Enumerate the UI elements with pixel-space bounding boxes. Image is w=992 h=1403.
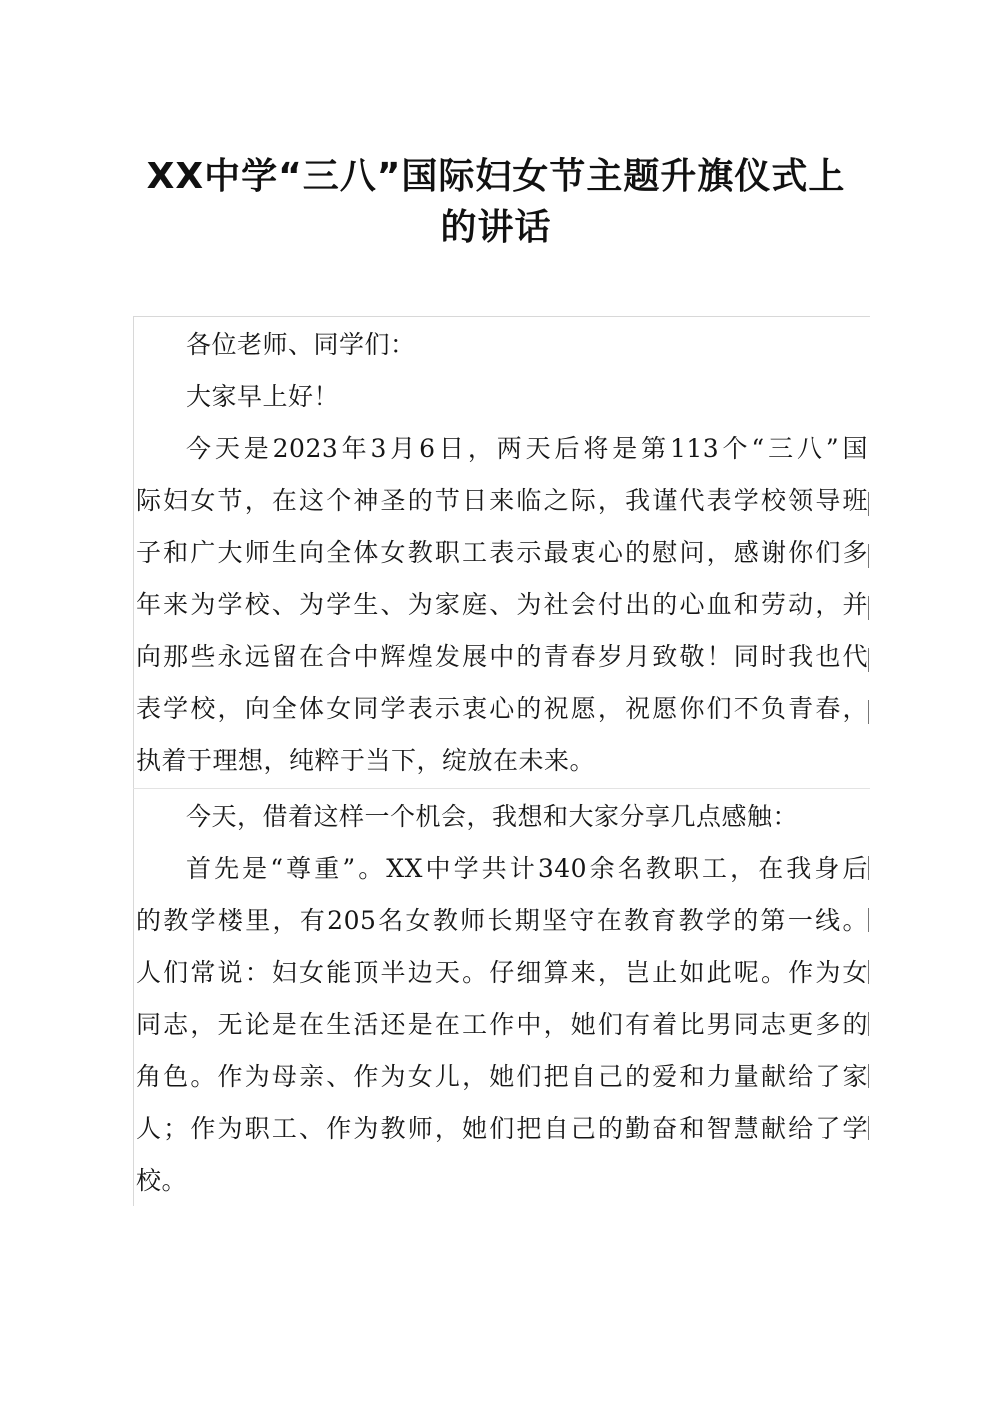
margin-mark [868, 544, 869, 568]
margin-mark [868, 1116, 869, 1140]
paragraph-line: 人；作为职工、作为教师，她们把自己的勤奋和智慧献给了学 [136, 1114, 868, 1143]
margin-mark [868, 700, 869, 724]
margin-mark [868, 908, 869, 932]
paragraph-line: 表学校，向全体女同学表示衷心的祝愿，祝愿你们不负青春， [136, 694, 868, 723]
paragraph-line: 年来为学校、为学生、为家庭、为社会付出的心血和劳动，并 [136, 590, 868, 619]
margin-mark [868, 1012, 869, 1036]
paragraph-line: 的教学楼里，有205名女教师长期坚守在教育教学的第一线。 [136, 906, 868, 935]
paragraph-line: 执着于理想，纯粹于当下，绽放在未来。 [136, 746, 596, 775]
paragraph-line: 际妇女节，在这个神圣的节日来临之际，我谨代表学校领导班 [136, 486, 868, 515]
paragraph-line: 人们常说：妇女能顶半边天。仔细算来，岂止如此呢。作为女 [136, 958, 868, 987]
document-title-line-2: 的讲话 [440, 207, 552, 248]
paragraph-line: 首先是“尊重”。XX中学共计340余名教职工，在我身后 [186, 854, 868, 883]
paragraph-line: 今天，借着这样一个机会，我想和大家分享几点感触： [186, 802, 799, 831]
paragraph-line: 子和广大师生向全体女教职工表示最衷心的慰问，感谢你们多 [136, 538, 868, 567]
margin-mark [868, 960, 869, 984]
paragraph-line: 今天是2023年3月6日，两天后将是第113个“三八”国 [186, 434, 868, 463]
salutation-line: 各位老师、同学们： [186, 330, 416, 359]
paragraph-line: 校。 [136, 1166, 188, 1195]
margin-mark [868, 596, 869, 620]
greeting-line: 大家早上好！ [186, 382, 340, 411]
margin-mark [868, 856, 869, 880]
document-title-line-1: XX中学“三八”国际妇女节主题升旗仪式上 [146, 156, 846, 197]
paragraph-line: 同志，无论是在生活还是在工作中，她们有着比男同志更多的 [136, 1010, 868, 1039]
paragraph-separator [133, 788, 870, 789]
margin-mark [868, 492, 869, 516]
text-frame-left-border [133, 316, 134, 1206]
margin-mark [868, 1064, 869, 1088]
text-frame-top-border [133, 316, 870, 317]
paragraph-line: 向那些永远留在合中辉煌发展中的青春岁月致敬！同时我也代 [136, 642, 868, 671]
paragraph-line: 角色。作为母亲、作为女儿，她们把自己的爱和力量献给了家 [136, 1062, 868, 1091]
margin-mark [868, 648, 869, 672]
